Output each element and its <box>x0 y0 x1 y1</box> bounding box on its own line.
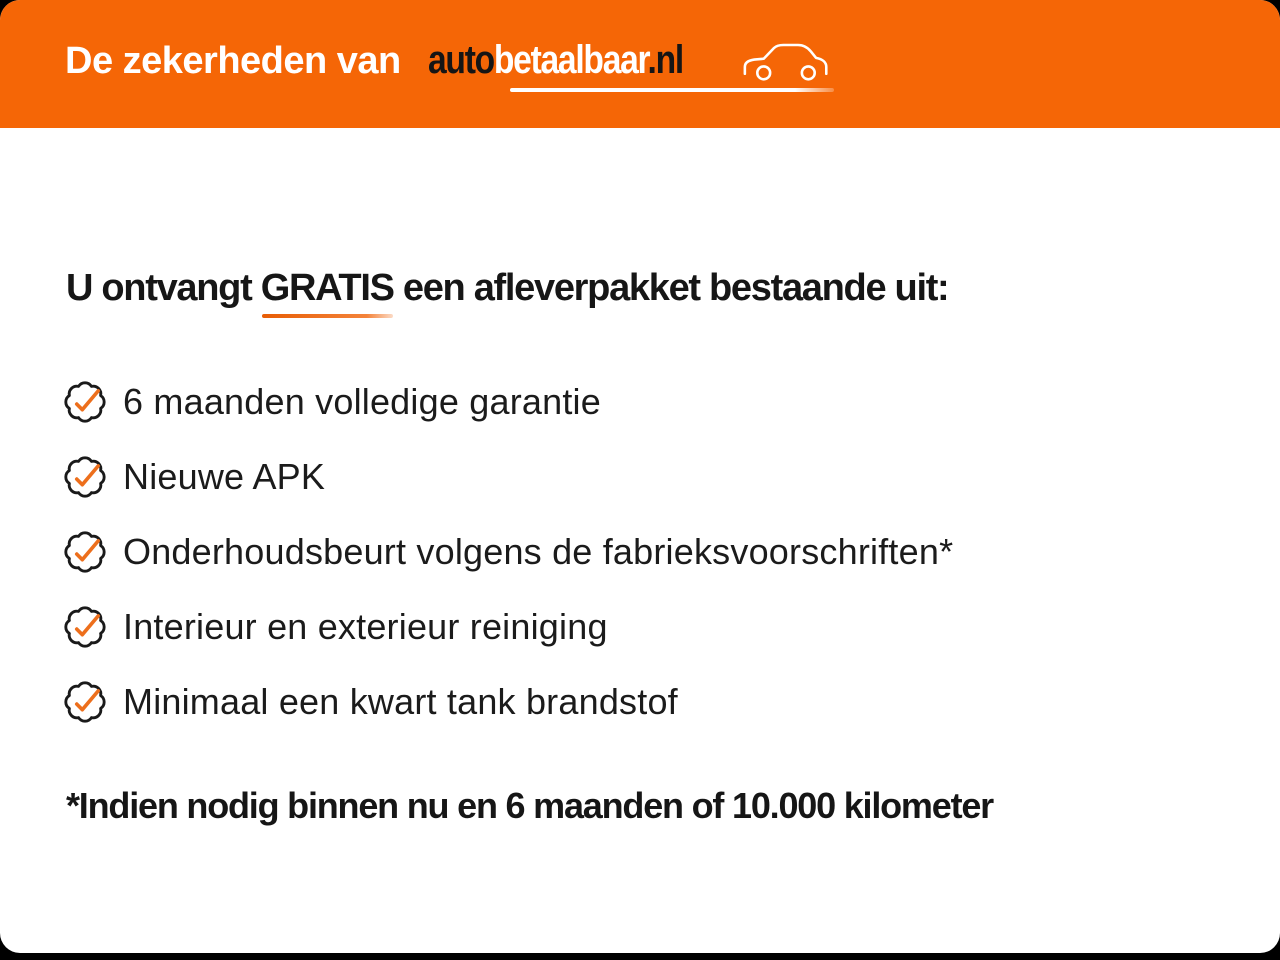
logo-part-betaalbaar: betaalbaar <box>493 38 648 82</box>
benefit-list <box>62 379 953 754</box>
footnote: *Indien nodig binnen nu en 6 maanden of 10.000 kilometer <box>66 785 993 826</box>
header-title: De zekerheden van <box>65 40 401 82</box>
badge-check-icon <box>62 529 108 575</box>
car-outline-icon <box>740 36 832 84</box>
list-item <box>62 454 953 500</box>
brand-logo-text <box>428 38 683 83</box>
logo-road-line <box>510 88 834 92</box>
benefit-label: Onderhoudsbeurt volgens de fabrieksvoorschriften* <box>123 531 954 572</box>
page-title <box>66 264 948 312</box>
list-item <box>62 679 953 725</box>
benefit-label: Interieur en exterieur reiniging <box>123 606 608 647</box>
brand-logo <box>428 30 848 100</box>
badge-check-icon <box>62 454 108 500</box>
badge-check-icon <box>62 604 108 650</box>
heading-post: een afleverpakket bestaande uit: <box>393 267 949 309</box>
benefit-label: Nieuwe APK <box>123 456 326 497</box>
benefit-label: 6 maanden volledige garantie <box>123 381 601 422</box>
header-banner <box>0 0 1280 128</box>
heading-pre: U ontvangt <box>66 267 261 309</box>
logo-part-auto: auto <box>428 38 494 82</box>
logo-part-nl: .nl <box>647 38 683 82</box>
list-item <box>62 379 953 425</box>
badge-check-icon <box>62 679 108 725</box>
benefit-label: Minimaal een kwart tank brandstof <box>123 681 678 722</box>
list-item <box>62 529 953 575</box>
badge-check-icon <box>62 379 108 425</box>
heading-gratis-highlight: GRATIS <box>261 264 394 312</box>
list-item <box>62 604 953 650</box>
